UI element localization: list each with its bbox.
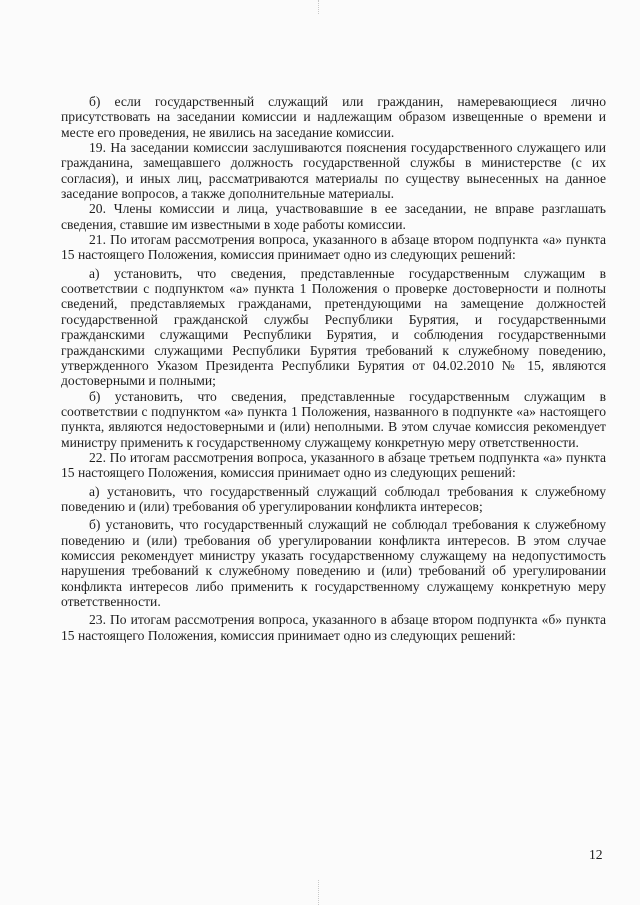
- scan-fold-mark-top: [318, 0, 319, 14]
- paragraph-22b: б) установить, что государственный служащий не соблюдал требования к служебному поведению и (или) требования об урегулировании конфликта интересов. В этом случае комиссия рекомендует министру указать государственному служащему на недопустимость нарушения требований к служебному поведению и (или) требований об урегулировании конфликта интересов либо применить к государственному служащему конкретную меру ответственности.: [61, 517, 606, 609]
- paragraph-20: 20. Члены комиссии и лица, участвовавшие в ее заседании, не вправе разглашать сведения, ставшие им известными в ходе работы комиссии.: [61, 201, 606, 232]
- paragraph-21a: а) установить, что сведения, представленные государственным служащим в соответствии с подпунктом «а» пункта 1 Положения о проверке достоверности и полноты сведений, представляемых гражданами, претендующими на замещение должностей государственной гражданской службы Республики Бурятия, и государственными гражданскими служащими Республики Бурятия, и соблюдения государственными гражданскими служащими Республики Бурятия требований к служебному поведению, утвержденного Указом Президента Республики Бурятия от 04.02.2010 № 15, являются достоверными и полными;: [61, 265, 606, 389]
- paragraph-22: 22. По итогам рассмотрения вопроса, указанного в абзаце третьем подпункта «а» пункта 15 настоящего Положения, комиссия принимает одно из следующих решений:: [61, 449, 606, 481]
- paragraph-18b: б) если государственный служащий или гражданин, намеревающиеся лично присутствовать на заседании комиссии и надлежащим образом извещенные о времени и месте его проведения, не явились на заседание комиссии.: [61, 94, 606, 140]
- scan-fold-mark-bottom: [318, 880, 319, 905]
- paragraph-21: 21. По итогам рассмотрения вопроса, указанного в абзаце втором подпункта «а» пункта 15 настоящего Положения, комиссия принимает одно из следующих решений:: [61, 232, 606, 263]
- paragraph-22a: а) установить, что государственный служащий соблюдал требования к служебному поведению и (или) требования об урегулировании конфликта интересов;: [61, 483, 606, 514]
- paragraph-23: 23. По итогам рассмотрения вопроса, указанного в абзаце втором подпункта «б» пункта 15 настоящего Положения, комиссия принимает одно из следующих решений:: [61, 612, 606, 643]
- document-body: [61, 94, 606, 643]
- page-number: 12: [589, 847, 603, 862]
- paragraph-19: 19. На заседании комиссии заслушиваются пояснения государственного служащего или гражданина, замещавшего должность государственной службы в министерстве (с их согласия), и иных лиц, рассматриваются материалы по существу вынесенных на данное заседание вопросов, а также дополнительные материалы.: [61, 140, 606, 202]
- paragraph-21b: б) установить, что сведения, представленные государственным служащим в соответствии с подпунктом «а» пункта 1 Положения, названного в подпункте «а» настоящего пункта, являются недостоверными и (или) неполными. В этом случае комиссия рекомендует министру применить к государственному служащему конкретную меру ответственности.: [61, 388, 606, 450]
